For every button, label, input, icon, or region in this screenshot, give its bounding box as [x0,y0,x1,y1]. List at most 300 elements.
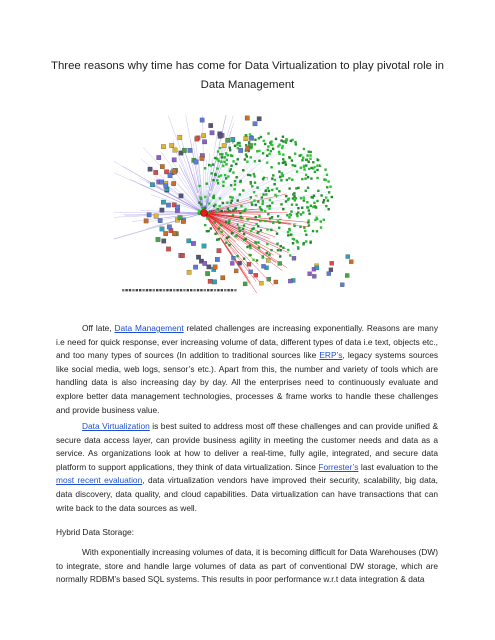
paragraph-intro [56,322,438,417]
graph-bottom-node [200,289,202,291]
graph-node [204,167,206,169]
graph-node [297,246,299,248]
graph-node [285,163,287,165]
graph-node [325,196,327,198]
graph-node [221,156,223,158]
graph-bottom-node [163,289,165,291]
graph-thumbnail-node [160,227,164,231]
graph-node [247,174,249,176]
graph-node [216,179,218,181]
graph-thumbnail-node [148,167,152,171]
graph-node [317,159,319,161]
graph-thumbnail-node [178,135,182,139]
graph-node [258,150,260,152]
graph-bottom-node [214,289,216,291]
graph-node [276,243,278,245]
graph-node [327,180,329,182]
graph-node [249,254,251,256]
graph-node [223,161,225,163]
graph-node [304,230,306,232]
graph-node [255,204,257,206]
graph-node [245,153,247,155]
graph-node [271,216,273,218]
graph-node [233,142,235,144]
graph-node [238,227,240,229]
graph-node [257,225,259,227]
graph-thumbnail-node [187,239,191,243]
graph-node [303,227,305,229]
graph-node [222,181,224,183]
graph-node [256,186,258,188]
graph-thumbnail-node [266,258,270,262]
graph-node [289,254,291,256]
graph-node [250,141,252,143]
graph-thumbnail-node [267,277,271,281]
graph-thumbnail-node [249,136,253,140]
graph-bottom-node [156,289,158,291]
graph-node [280,203,282,205]
graph-node [266,205,268,207]
graph-thumbnail-node [160,164,164,168]
graph-node [302,211,304,213]
graph-node [292,235,294,237]
graph-bottom-node [170,289,172,291]
graph-node [283,161,285,163]
graph-node [197,193,199,195]
graph-edge [140,184,204,213]
text-span: last evaluation to the [358,461,438,472]
graph-node [278,190,280,192]
graph-node [254,181,256,183]
graph-node [314,158,316,160]
graph-node [290,140,292,142]
graph-node [297,211,299,213]
text-span: With exponentially increasing volumes of data, it is becoming difficult for Data Warehouses (DW) to integrate, store and handle large volumes of data as part of conventional DW storage, which are normally RDBM’s based SQL systems. This results in poor performance w.r.t data integration & data [56,547,438,585]
graph-node [251,228,253,230]
graph-thumbnail-node [176,205,180,209]
graph-node [243,224,245,226]
graph-node [278,151,280,153]
graph-node [301,178,303,180]
graph-node [276,232,278,234]
graph-node [312,230,314,232]
heading-hybrid-data-storage: Hybrid Data Storage: [56,527,134,537]
graph-thumbnail-node [312,274,316,278]
graph-node [234,180,236,182]
graph-thumbnail-node [157,155,161,159]
graph-node [323,174,325,176]
graph-thumbnail-node [194,160,198,164]
graph-node [264,190,266,192]
graph-node [210,172,212,174]
graph-node [323,219,325,221]
graph-node [253,199,255,201]
graph-node [303,197,305,199]
graph-node [220,169,222,171]
graph-node [208,202,210,204]
graph-bottom-node [149,289,151,291]
graph-node [256,259,258,261]
graph-node [288,156,290,158]
graph-node [306,201,308,203]
graph-node [312,164,314,166]
graph-node [238,223,240,225]
graph-node [232,214,234,216]
graph-node [238,142,240,144]
graph-node [287,231,289,233]
graph-node [231,196,233,198]
graph-node [257,200,259,202]
graph-node [316,180,318,182]
graph-node [305,234,307,236]
graph-node [288,229,290,231]
graph-node [292,242,294,244]
graph-node [268,190,270,192]
graph-node [267,213,269,215]
graph-bottom-node [153,289,155,291]
graph-node [229,196,231,198]
graph-thumbnail-node [160,180,164,184]
graph-node [324,168,326,170]
graph-node [316,200,318,202]
graph-node [282,175,284,177]
graph-node [247,218,249,220]
graph-node [310,177,312,179]
graph-thumbnail-node [246,146,250,150]
graph-node [204,203,206,205]
graph-node [293,238,295,240]
graph-node [254,143,256,145]
graph-node [284,146,286,148]
text-span: Off late, [82,323,115,333]
graph-node [259,256,261,258]
graph-node [299,226,301,228]
graph-node [309,158,311,160]
graph-node [212,163,214,165]
graph-bottom-node [224,289,226,291]
graph-node [302,243,304,245]
graph-node [303,153,305,155]
graph-edge [168,116,204,213]
graph-node [225,221,227,223]
graph-thumbnail-node [244,136,248,140]
graph-node [269,205,271,207]
graph-thumbnail-node [247,262,251,266]
graph-node [209,191,211,193]
graph-node [238,230,240,232]
graph-node [316,177,318,179]
graph-edge [203,115,204,213]
graph-node [316,169,318,171]
graph-node [239,193,241,195]
graph-thumbnail-node [160,208,164,212]
graph-node [202,207,204,209]
graph-node [279,249,281,251]
graph-node [258,246,260,248]
graph-node [234,183,236,185]
graph-thumbnail-node [182,148,186,152]
graph-node [218,175,220,177]
graph-thumbnail-node [340,283,344,287]
graph-thumbnail-node [249,270,253,274]
graph-node [276,187,278,189]
graph-node [264,143,266,145]
graph-node [300,197,302,199]
graph-node [269,141,271,143]
graph-node [254,160,256,162]
graph-node [214,233,216,235]
graph-bottom-node [166,289,168,291]
graph-node [288,216,290,218]
graph-node [300,213,302,215]
graph-node [243,257,245,259]
graph-node [198,210,200,212]
graph-node [280,245,282,247]
graph-thumbnail-node [218,134,222,138]
graph-node [287,203,289,205]
graph-node [216,239,218,241]
graph-thumbnail-node [156,237,160,241]
graph-node [287,249,289,251]
graph-node [272,174,274,176]
graph-node [301,172,303,174]
graph-thumbnail-node [154,170,158,174]
graph-node [224,156,226,158]
graph-node [225,152,227,154]
graph-thumbnail-node [191,241,195,245]
graph-node [226,202,228,204]
link-data-management[interactable]: Data Management [114,323,184,333]
graph-node [289,163,291,165]
graph-thumbnail-node [234,269,238,273]
graph-node [261,203,263,205]
graph-node [279,217,281,219]
graph-thumbnail-node [202,244,206,248]
graph-thumbnail-node [172,170,176,174]
graph-node [315,217,317,219]
graph-thumbnail-node [178,215,182,219]
graph-thumbnail-node [187,270,191,274]
graph-node [266,161,268,163]
graph-node [268,153,270,155]
graph-node [269,199,271,201]
graph-node [286,179,288,181]
graph-thumbnail-node [161,200,165,204]
graph-node [263,140,265,142]
graph-node [240,217,242,219]
graph-node [294,141,296,143]
graph-node [303,168,305,170]
graph-thumbnail-node [202,140,206,144]
graph-node [316,196,318,198]
graph-node [325,179,327,181]
graph-node [265,178,267,180]
graph-node [220,160,222,162]
graph-node [214,221,216,223]
graph-node [225,242,227,244]
graph-node [245,204,247,206]
graph-node [322,201,324,203]
text-span: related challenges are increasing exponentially. Reasons are many i.e need for quick response, ever increasing volume of data, different types of data i.e text, objects etc., and too many types of sources (In addition to traditional sources like [56,323,438,361]
graph-node [212,154,214,156]
graph-thumbnail-node [238,148,242,152]
graph-node [314,219,316,221]
graph-node [262,255,264,257]
link-erps[interactable]: ERP’s [319,350,343,361]
graph-node [294,165,296,167]
graph-thumbnail-node [209,123,213,127]
document-title: Three reasons why time has come for Data Virtualization to play pivotal role in Data Management [51,60,444,91]
graph-node [217,150,219,152]
graph-node [210,227,212,229]
graph-node [233,188,235,190]
text-span: is best suited to address most off these challenges and can provide unified & secure data access layer, can provide business agility in meeting the customer needs and data as a service. As organizations look at how to deliver a real-time, fully agile, integrated, and secure data platform to support applications, they think of data virtualization. Since [56,421,439,472]
graph-node [225,163,227,165]
graph-node [288,177,290,179]
graph-node [281,172,283,174]
graph-node [219,235,221,237]
graph-node [212,179,214,181]
graph-node [278,143,280,145]
graph-node [255,196,257,198]
graph-node [266,154,268,156]
graph-node [252,259,254,261]
graph-node [298,154,300,156]
graph-node [204,207,206,209]
graph-bottom-node [142,289,144,291]
link-forresters[interactable]: Forrester’s [318,461,359,472]
graph-node [241,210,243,212]
graph-node [307,187,309,189]
graph-node [282,247,284,249]
graph-bottom-node [129,289,131,291]
graph-thumbnail-node [188,148,192,152]
graph-node [326,174,328,176]
graph-node [291,179,293,181]
paragraph-hybrid-storage [56,546,438,587]
graph-bottom-node [187,289,189,291]
graph-thumbnail-node [158,218,162,222]
graph-node [234,235,236,237]
graph-node [310,233,312,235]
graph-node [250,156,252,158]
graph-node [229,147,231,149]
graph-node [242,228,244,230]
graph-node [274,179,276,181]
graph-node [293,248,295,250]
graph-node [320,163,322,165]
graph-node [207,230,209,232]
graph-node [239,145,241,147]
graph-node [293,252,295,254]
graph-thumbnail-node [154,214,158,218]
graph-node [218,227,220,229]
graph-node [278,153,280,155]
graph-node [244,217,246,219]
graph-thumbnail-node [253,122,257,126]
graph-node [331,196,333,198]
graph-node [324,209,326,211]
graph-node [308,224,310,226]
link-most-recent-evaluation[interactable]: most recent evaluation [56,475,143,486]
graph-node [258,133,260,135]
graph-node [214,204,216,206]
graph-node [244,208,246,210]
graph-node [307,176,309,178]
graph-node [277,196,279,198]
graph-thumbnail-node [210,131,214,135]
graph-node [237,158,239,160]
graph-bottom-node [122,289,124,291]
graph-node [312,161,314,163]
graph-node [271,144,273,146]
graph-node [259,194,261,196]
graph-node [309,241,311,243]
graph-node [304,177,306,179]
graph-node [258,215,260,217]
graph-node [303,199,305,201]
graph-thumbnail-node [171,181,175,185]
graph-bottom-node [173,289,175,291]
graph-node [244,158,246,160]
graph-node [320,226,322,228]
graph-thumbnail-node [274,280,278,284]
graph-thumbnail-node [193,265,197,269]
graph-thumbnail-node [259,281,263,285]
graph-bottom-node [136,289,138,291]
graph-node [300,167,302,169]
graph-node [297,187,299,189]
graph-node [200,198,202,200]
graph-node [228,244,230,246]
graph-node [265,193,267,195]
graph-node [297,207,299,209]
graph-thumbnail-node [215,257,219,261]
graph-node [209,197,211,199]
graph-node [223,236,225,238]
graph-node [214,157,216,159]
graph-node [255,226,257,228]
graph-node [246,246,248,248]
graph-bottom-node [234,289,236,291]
graph-node [251,204,253,206]
graph-thumbnail-node [161,144,165,148]
graph-node [264,220,266,222]
graph-node [279,255,281,257]
graph-node [206,182,208,184]
graph-node [236,143,238,145]
graph-node [267,149,269,151]
graph-thumbnail-node [201,133,205,137]
graph-node [236,199,238,201]
graph-node [327,208,329,210]
graph-thumbnail-node [243,282,247,286]
graph-node [288,197,290,199]
graph-node [291,159,293,161]
graph-thumbnail-node [222,143,226,147]
graph-node [219,147,221,149]
graph-thumbnail-node [254,273,258,277]
graph-node [308,168,310,170]
graph-node [290,173,292,175]
graph-node [289,213,291,215]
link-data-virtualization[interactable]: Data Virtualization [82,421,150,431]
graph-node [305,164,307,166]
graph-node [217,182,219,184]
graph-node [240,205,242,207]
graph-thumbnail-node [221,276,225,280]
graph-node [308,212,310,214]
